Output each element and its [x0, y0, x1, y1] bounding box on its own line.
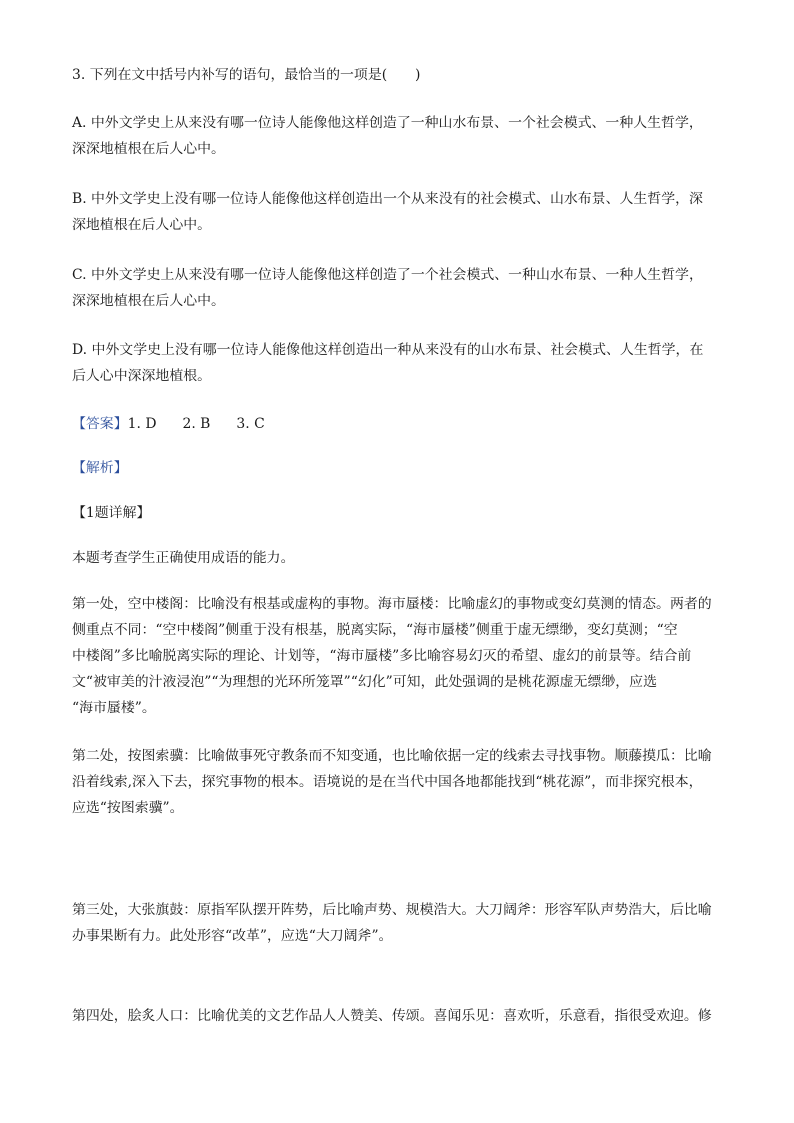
option-a: A. 中外文学史上从来没有哪一位诗人能像他这样创造了一种山水布景、一个社会模式、一种人生哲学， 深深地植根在后人心中。 — [72, 115, 703, 157]
answer-label: 【答案】 — [72, 416, 128, 432]
answer-item: 3. C — [236, 416, 265, 432]
analysis-intro: 本题考查学生正确使用成语的能力。 — [72, 550, 295, 566]
answer-line — [72, 411, 722, 437]
option-b: B. 中外文学史上没有哪一位诗人能像他这样创造出一个从来没有的社会模式、山水布景、人生哲学，深 深地植根在后人心中。 — [72, 191, 703, 233]
analysis-paragraph-2: 第二处，按图索骥：比喻做事死守教条而不知变通，也比喻依据一定的线索去寻找事物。顺藤摸瓜：比喻 沿着线索,深入下去，探究事物的根本。语境说的是在当代中国各地都能找到“桃花源”，而非探究根本， 应选“按图索骥”。 — [72, 748, 712, 816]
analysis-paragraph-1: 第一处，空中楼阁：比喻没有根基或虚构的事物。海市蜃楼：比喻虚幻的事物或变幻莫测的情态。两者的 侧重点不同：“空中楼阁”侧重于没有根基，脱离实际，“海市蜃楼”侧重于虚无缥缈，变幻莫测；“空 中楼阁”多比喻脱离实际的理论、计划等，“海市蜃楼”多比喻容易幻灭的希望、虚幻的前景等。结合前 文“被审美的汁液浸泡”“为理想的光环所笼罩”“幻化”可知，此处强调的是桃花源虚无缥缈，应选 “海市蜃楼”。 — [72, 596, 712, 716]
analysis-paragraph-3: 第三处，大张旗鼓：原指军队摆开阵势，后比喻声势、规模浩大。大刀阔斧：形容军队声势浩大，后比喻 办事果断有力。此处形容“改革”，应选“大刀阔斧”。 — [72, 902, 712, 944]
answer-item: 2. B — [182, 416, 211, 432]
answer-item: 1. D — [127, 416, 157, 432]
analysis-label: 【解析】 — [72, 460, 128, 476]
sub-question-label: 【1题详解】 — [72, 505, 151, 521]
question-3-stem: 3. 下列在文中括号内补写的语句，最恰当的一项是( ) — [72, 67, 421, 83]
option-c: C. 中外文学史上从来没有哪一位诗人能像他这样创造了一个社会模式、一种山水布景、一种人生哲学， 深深地植根在后人心中。 — [72, 267, 703, 309]
option-d: D. 中外文学史上没有哪一位诗人能像他这样创造出一种从来没有的山水布景、社会模式、人生哲学，在 后人心中深深地植根。 — [72, 342, 704, 384]
analysis-paragraph-4: 第四处，脍炙人口：比喻优美的文艺作品人人赞美、传颂。喜闻乐见：喜欢听，乐意看，指很受欢迎。修 — [72, 1008, 712, 1024]
